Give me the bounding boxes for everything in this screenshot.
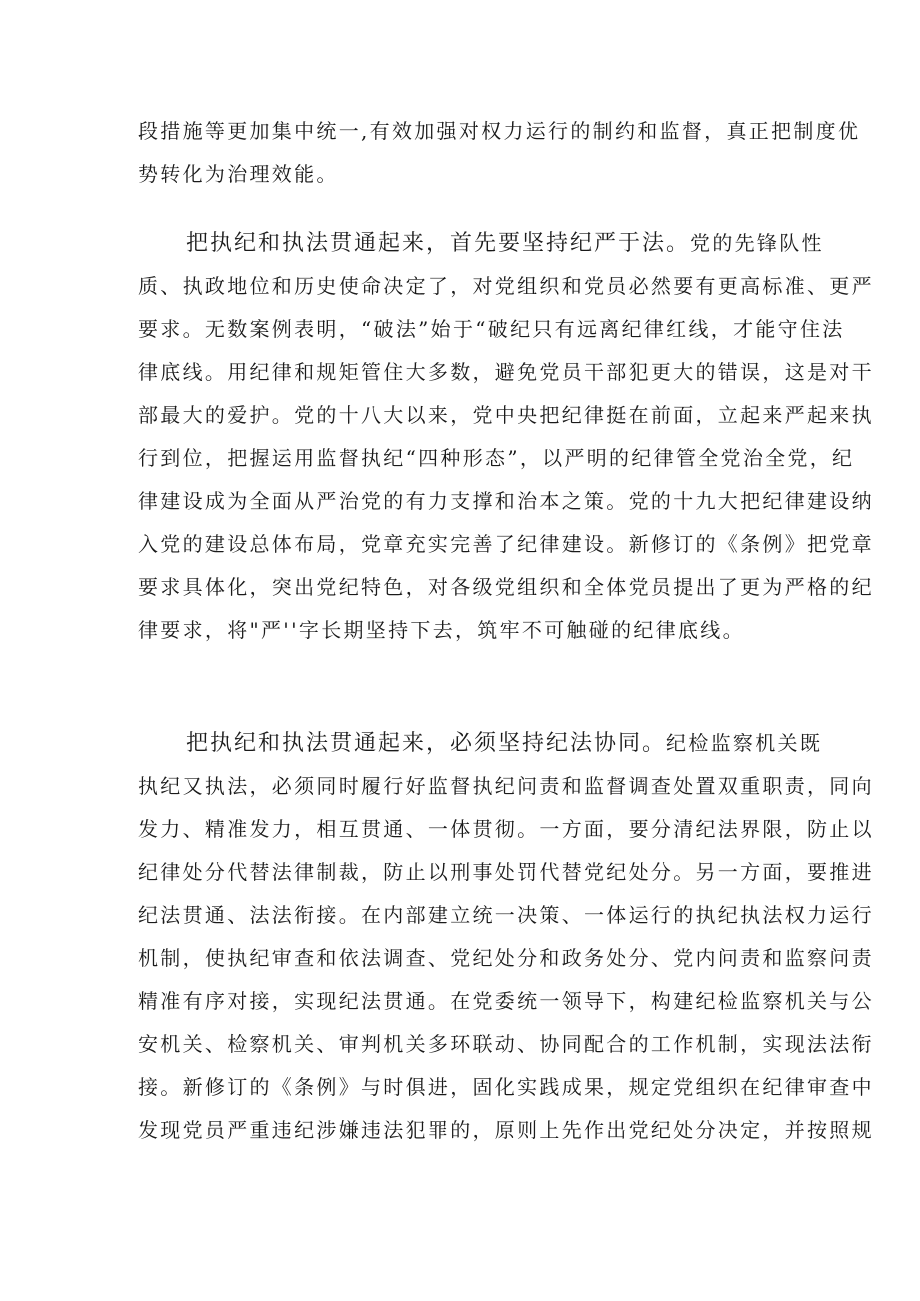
paragraph-first-line-rest: 党的先锋队性 bbox=[690, 231, 824, 255]
paragraph-line: 质、执政地位和历史使命决定了，对党组织和党员必然要有更高标准、更严 bbox=[138, 274, 874, 298]
paragraph-1 bbox=[138, 110, 861, 196]
paragraph-line: 发力、精准发力，相互贯通、一体贯彻。一方面，要分清纪法界限，防止以 bbox=[138, 817, 874, 841]
paragraph-first-line bbox=[138, 722, 823, 765]
paragraph-line: 入党的建设总体布局，党章充实完善了纪律建设。新修订的《条例》把党章 bbox=[138, 532, 874, 556]
paragraph-line: 纪律处分代替法律制裁，防止以刑事处罚代替党纪处分。另一方面，要推进 bbox=[138, 860, 874, 884]
paragraph-line: 部最大的爱护。党的十八大以来，党中央把纪律挺在前面，立起来严起来执 bbox=[138, 403, 874, 427]
paragraph-line: 律建设成为全面从严治党的有力支撑和治本之策。党的十九大把纪律建设纳 bbox=[138, 489, 874, 513]
paragraph-lead-sentence: 把执纪和执法贯通起来，必须坚持纪法协同。 bbox=[186, 731, 667, 756]
paragraph-line: 律要求，将"严''字长期坚持下去，筑牢不可触碰的纪律底线。 bbox=[138, 618, 745, 642]
paragraph-line: 律底线。用纪律和规矩管住大多数，避免党员干部犯更大的错误，这是对干 bbox=[138, 360, 874, 384]
paragraph-line: 要求。无数案例表明，“破法”始于“破纪只有远离纪律红线，才能守住法 bbox=[138, 317, 845, 341]
paragraph-line: 势转化为治理效能。 bbox=[138, 162, 339, 186]
paragraph-line: 纪法贯通、法法衔接。在内部建立统一决策、一体运行的执纪执法权力运行 bbox=[138, 903, 874, 927]
paragraph-line: 精准有序对接，实现纪法贯通。在党委统一领导下，构建纪检监察机关与公 bbox=[138, 989, 874, 1013]
paragraph-line: 行到位，把握运用监督执纪“四种形态”，以严明的纪律管全党治全党，纪 bbox=[138, 446, 855, 470]
paragraph-line: 接。新修订的《条例》与时俱进，固化实践成果，规定党组织在纪律审查中 bbox=[138, 1075, 874, 1099]
paragraph-2 bbox=[138, 222, 874, 652]
paragraph-first-line bbox=[138, 222, 824, 265]
paragraph-line: 安机关、检察机关、审判机关多环联动、协同配合的工作机制，实现法法衔 bbox=[138, 1032, 874, 1056]
paragraph-lead-sentence: 把执纪和执法贯通起来，首先要坚持纪严于法。 bbox=[186, 231, 691, 256]
paragraph-line: 机制，使执纪审查和依法调查、党纪处分和政务处分、党内问责和监察问责 bbox=[138, 946, 874, 970]
paragraph-3 bbox=[138, 722, 874, 1152]
paragraph-line: 发现党员严重违纪涉嫌违法犯罪的，原则上先作出党纪处分决定，并按照规 bbox=[138, 1118, 874, 1142]
paragraph-line: 执纪又执法，必须同时履行好监督执纪问责和监督调查处置双重职责，同向 bbox=[138, 774, 874, 798]
paragraph-first-line-rest: 纪检监察机关既 bbox=[666, 731, 823, 755]
paragraph-line: 要求具体化，突出党纪特色，对各级党组织和全体党员提出了更为严格的纪 bbox=[138, 575, 874, 599]
paragraph-line: 段措施等更加集中统一,有效加强对权力运行的制约和监督，真正把制度优 bbox=[138, 119, 861, 143]
